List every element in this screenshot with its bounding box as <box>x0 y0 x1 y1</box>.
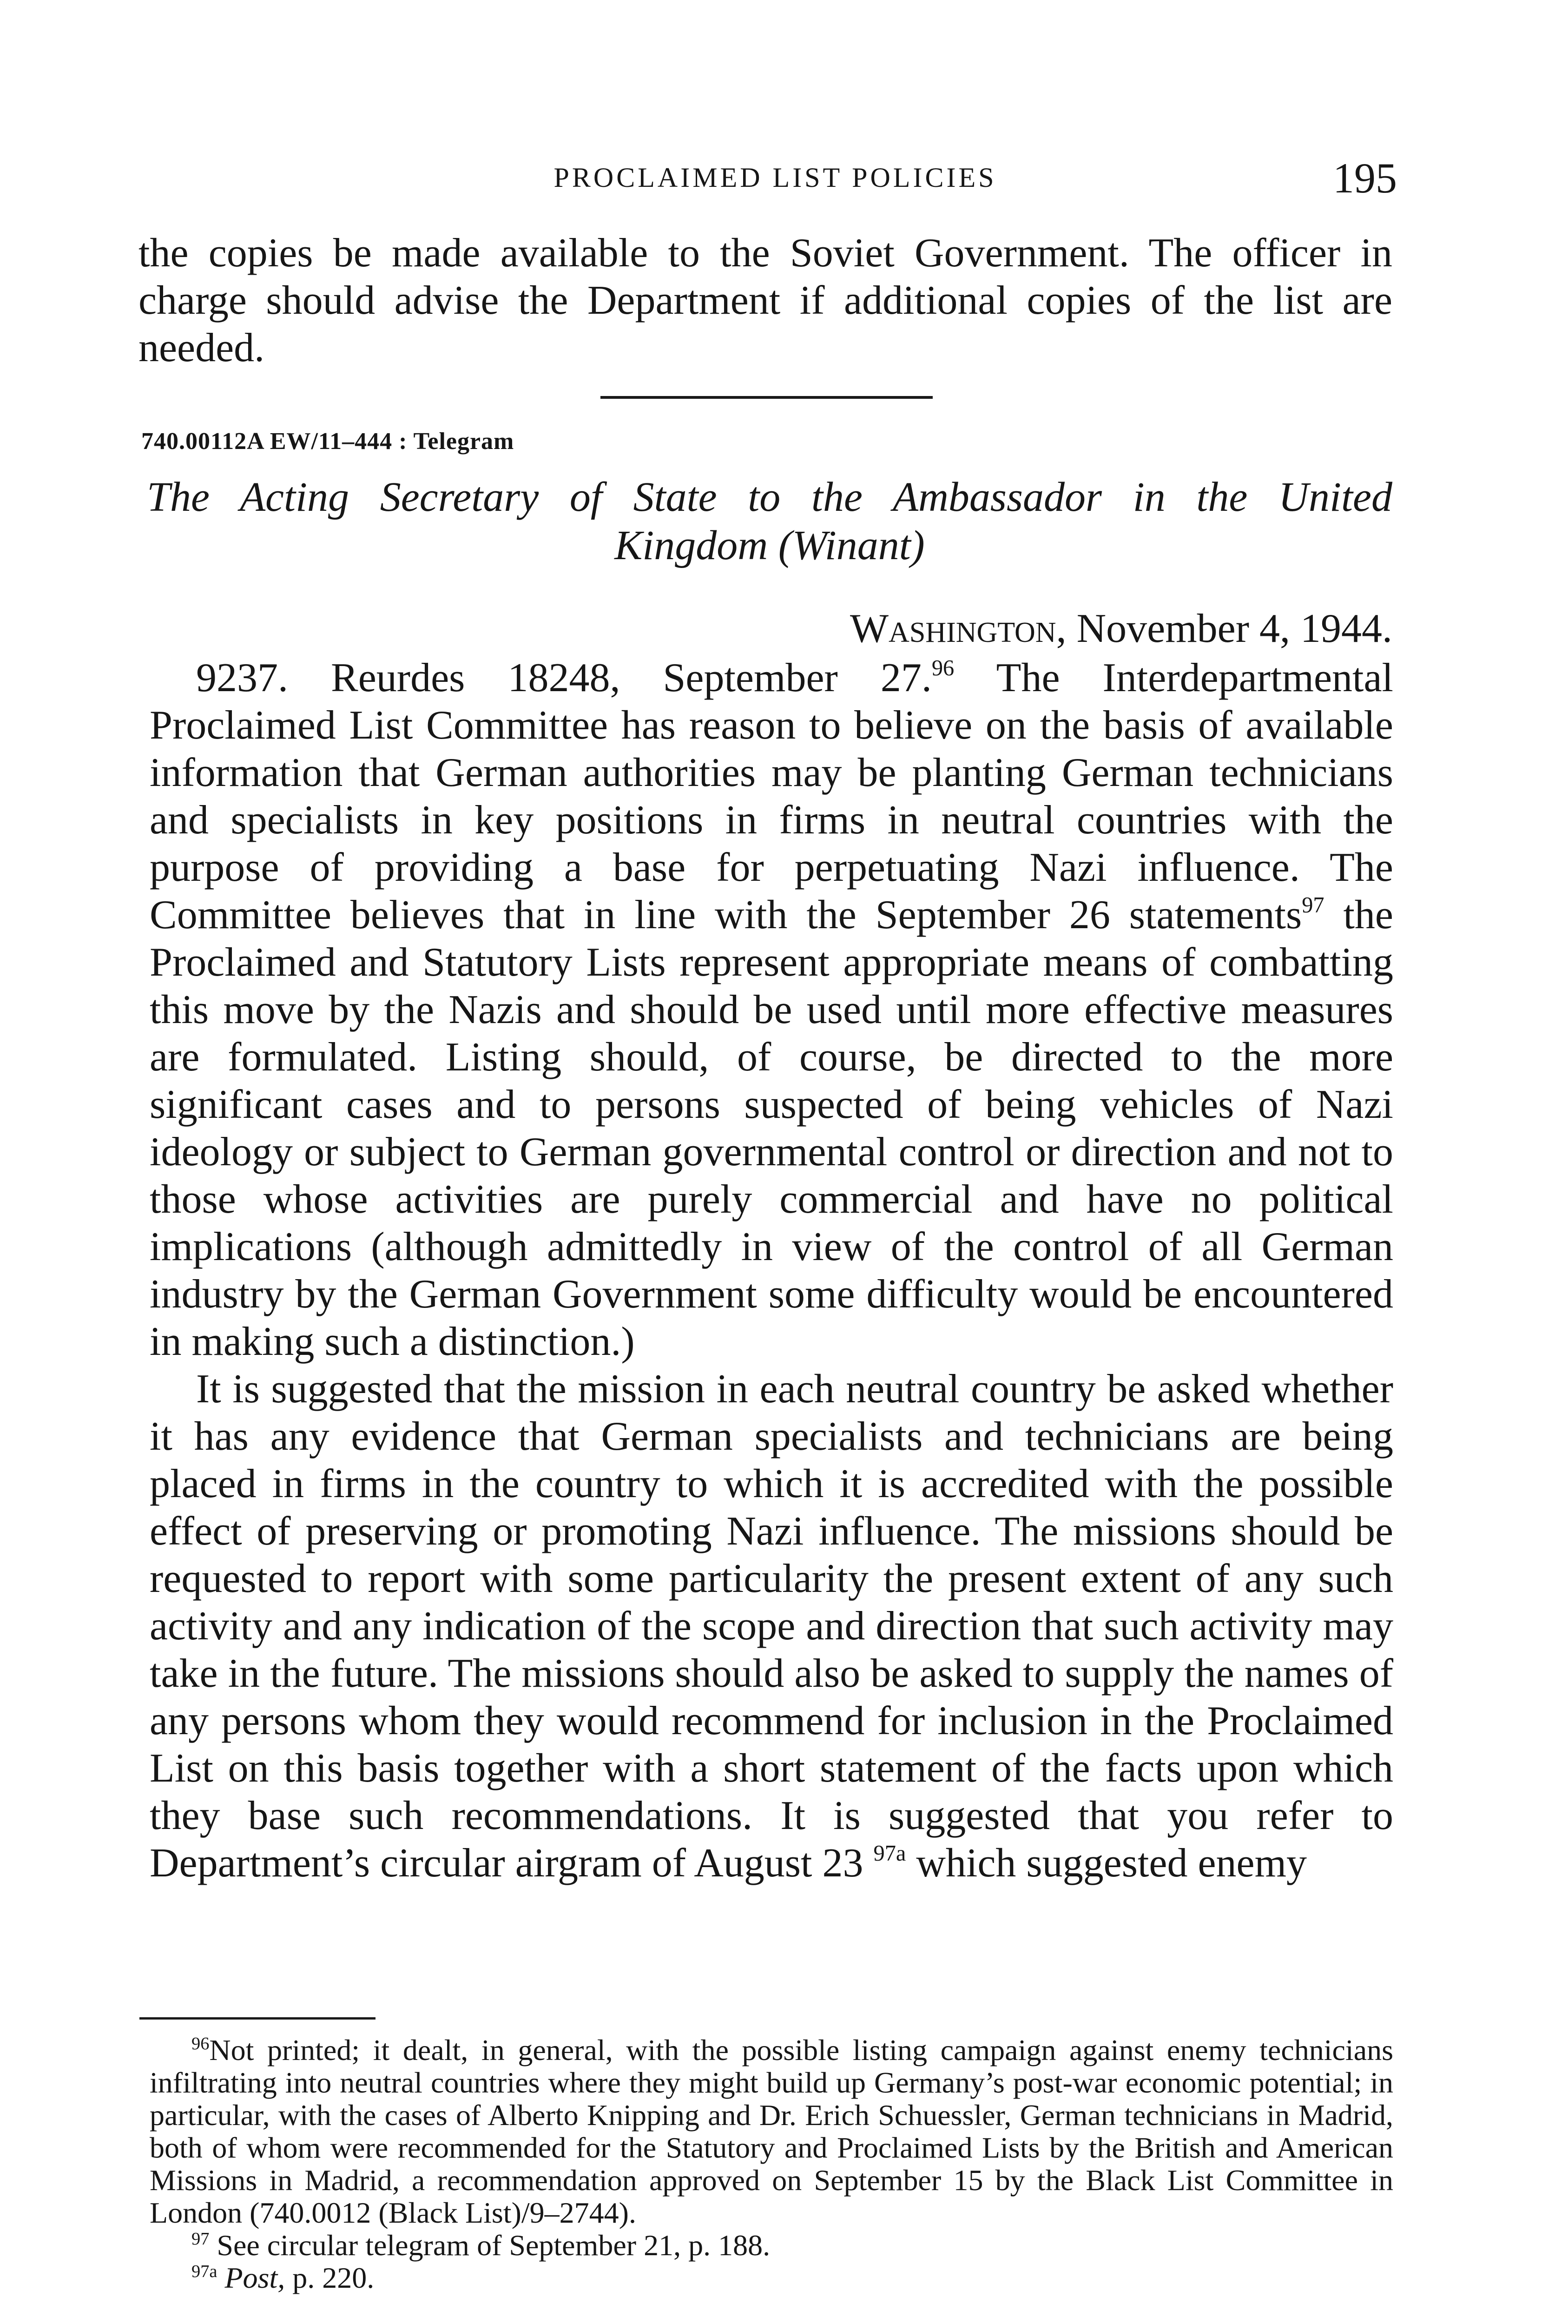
file-reference: 740.00112A EW/11–444 : Telegram <box>141 428 514 455</box>
footnote-mark: 97a <box>191 2261 217 2281</box>
running-head <box>153 156 1397 212</box>
footnote-ref-96: 96 <box>931 656 955 681</box>
telegram-body <box>150 654 1393 1887</box>
footnote-97a <box>150 2262 1393 2294</box>
running-title: PROCLAIMED LIST POLICIES <box>553 162 997 193</box>
footnote-96 <box>150 2034 1393 2229</box>
footnote-ref-97: 97 <box>1302 893 1324 918</box>
dateline-place: Washington <box>850 606 1056 651</box>
paragraph-2-part-1: It is suggested that the mission in each neutral country be asked whether it has any evidence that German specialists and technicians are being placed in firms in the country to which it is accredited with the possible effect of preserving or promoting Nazi influence. The missions should be requested to report with some particularity the present extent of any such activity and any indication of the scope and direction that such activity may take in the future. The missions should also be asked to supply the names of any persons whom they would recommend for inclusion in the Proclaimed List on this basis together with a short statement of the facts upon which they base such recommendations. It is suggested that you refer to Department’s circular airgram of August 23 <box>150 1367 1393 1886</box>
footnote-ref-97a: 97a <box>873 1841 906 1866</box>
dateline-date: , November 4, 1944. <box>1056 606 1392 651</box>
footnote-mark: 96 <box>191 2034 210 2053</box>
footnotes <box>150 2034 1393 2294</box>
continuation-paragraph: the copies be made available to the Soviet Government. The officer in charge should advise the Department if additional copies of the list are needed. <box>138 231 1392 370</box>
paragraph-1 <box>150 654 1393 1366</box>
document-heading <box>147 473 1392 570</box>
paragraph-1-part-3: the Proclaimed and Statutory Lists represent appropriate means of combatting this move by the Nazis and should be used until more effective measures are formulated. Listing should, of course, be directed to the more significant cases and to persons suspected of being vehicles of Nazi ideology or subject to German governmental control or direction and not to those whose activities are purely commercial and have no political implications (although admittedly in view of the control of all German industry by the German Government some difficulty would be encountered in making such a distinction.) <box>150 892 1393 1364</box>
footnote-mark: 97 <box>191 2229 210 2249</box>
footnote-divider <box>139 2017 376 2020</box>
footnote-text: p. 220. <box>285 2261 375 2294</box>
paragraph-2 <box>150 1366 1393 1887</box>
heading-line-1: The Acting Secretary of State to the Ambassador in the United <box>147 474 1392 520</box>
paragraph-1-part-2: The Interdepartmental Proclaimed List Committee has reason to believe on the basis of available information that German authorities may be planting German technicians and specialists in key positions in firms in neutral countries with the purpose of providing a base for perpetuating Nazi influence. The Committee believes that in line with the September 26 statements <box>150 655 1393 938</box>
footnote-97 <box>150 2229 1393 2262</box>
paragraph-2-part-2: which suggested enemy <box>906 1841 1307 1886</box>
section-divider <box>600 396 933 399</box>
page-number: 195 <box>1333 154 1397 202</box>
heading-line-2: Kingdom (Winant) <box>614 522 925 568</box>
footnote-text: See circular telegram of September 21, p. 188. <box>217 2229 771 2262</box>
footnote-italic-text: Post, <box>224 2261 285 2294</box>
dateline <box>850 605 1392 652</box>
paragraph-1-part-1: 9237. Reurdes 18248, September 27. <box>196 655 932 700</box>
footnote-text: Not printed; it dealt, in general, with the possible listing campaign against enemy technicians infiltrating into neutral countries where they might build up Germany’s post-war economic potential; in particular, with the cases of Alberto Knipping and Dr. Erich Schuessler, German technicians in Madrid, both of whom were recommended for the Statutory and Proclaimed Lists by the British and American Missions in Madrid, a recommendation approved on September 15 by the Black List Committee in London (740.0012 (Black List)/9–2744). <box>150 2034 1393 2229</box>
